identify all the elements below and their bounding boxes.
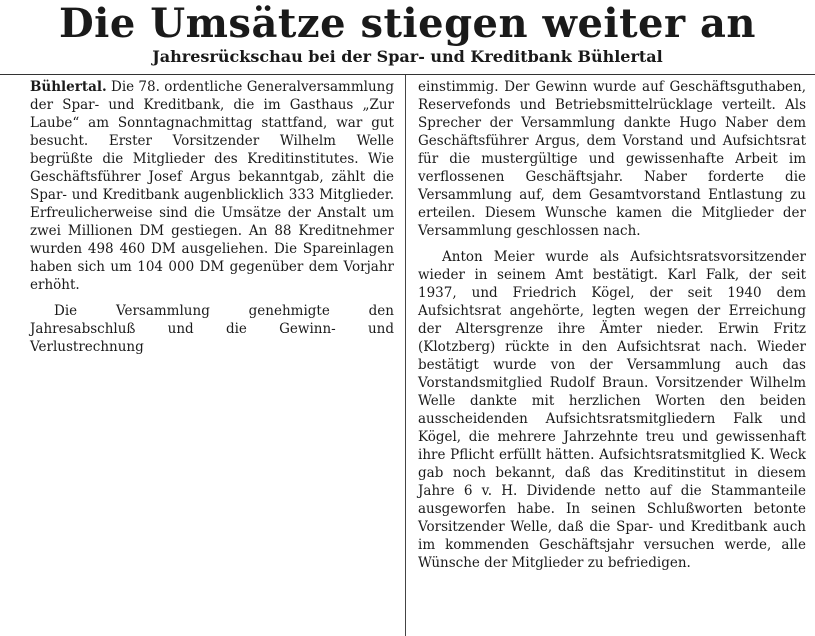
right-column xyxy=(418,78,806,572)
article-headline: Die Umsätze stiegen weiter an xyxy=(58,0,757,47)
dateline: Bühlertal. xyxy=(30,79,107,95)
column-divider xyxy=(405,75,406,636)
paragraph-2: Die Versammlung genehmigte den Jahresabschluß und die Gewinn- und Verlustrechnung xyxy=(30,303,394,355)
article-subheadline: Jahresrückschau bei der Spar- und Kreditbank Bühlertal xyxy=(152,47,663,66)
header-rule xyxy=(0,74,815,75)
paragraph-3: einstimmig. Der Gewinn wurde auf Geschäftsguthaben, Reservefonds und Betriebsmittelrücklage verteilt. Als Sprecher der Versammlung dankte Hugo Naber dem Geschäftsführer Argus, dem Vorstand und Aufsichtsrat für die mustergültige und gewissenhafte Arbeit im verflossenen Geschäftsjahr. Naber forderte die Versammlung auf, dem Gesamtvorstand Entlastung zu erteilen. Diesem Wunsche kamen die Mitglieder der Versammlung geschlossen nach. xyxy=(418,79,806,239)
left-column xyxy=(30,78,394,356)
paragraph-1 xyxy=(30,78,394,294)
paragraph-4: Anton Meier wurde als Aufsichtsratsvorsitzender wieder in seinem Amt bestätigt. Karl Falk, der seit 1937, und Friedrich Kögel, der seit 1940 dem Aufsichtsrat angehörte, legten wegen der Erreichung der Altersgrenze ihre Ämter nieder. Erwin Fritz (Klotzberg) rückte in den Aufsichtsrat nach. Wieder bestätigt wurde von der Versammlung auch das Vorstandsmitglied Rudolf Braun. Vorsitzender Wilhelm Welle dankte mit herzlichen Worten den beiden ausscheidenden Aufsichtsratsmitgliedern Falk und Kögel, die mehrere Jahrzehnte treu und gewissenhaft ihre Pflicht erfüllt hätten. Aufsichtsratsmitglied K. Weck gab noch bekannt, daß das Kreditinstitut in diesem Jahre 6 v. H. Dividende netto auf die Stammanteile ausgeworfen habe. In seinen Schlußworten betonte Vorsitzender Welle, daß die Spar- und Kreditbank auch im kommenden Geschäftsjahr versuchen werde, alle Wünsche der Mitglieder zu befriedigen. xyxy=(418,249,806,571)
paragraph-1-text: Die 78. ordentliche Generalversammlung der Spar- und Kreditbank, die im Gasthaus „Zur Laube“ am Sonntagnachmittag stattfand, war gut besucht. Erster Vorsitzender Wilhelm Welle begrüßte die Mitglieder des Kreditinstitutes. Wie Geschäftsführer Josef Argus bekanntgab, zählt die Spar- und Kreditbank augenblicklich 333 Mitglieder. Erfreulicherweise sind die Umsätze der Anstalt um zwei Millionen DM gestiegen. An 88 Kreditnehmer wurden 498 460 DM ausgeliehen. Die Spareinlagen haben sich um 104 000 DM gegenüber dem Vorjahr erhöht. xyxy=(30,79,394,293)
